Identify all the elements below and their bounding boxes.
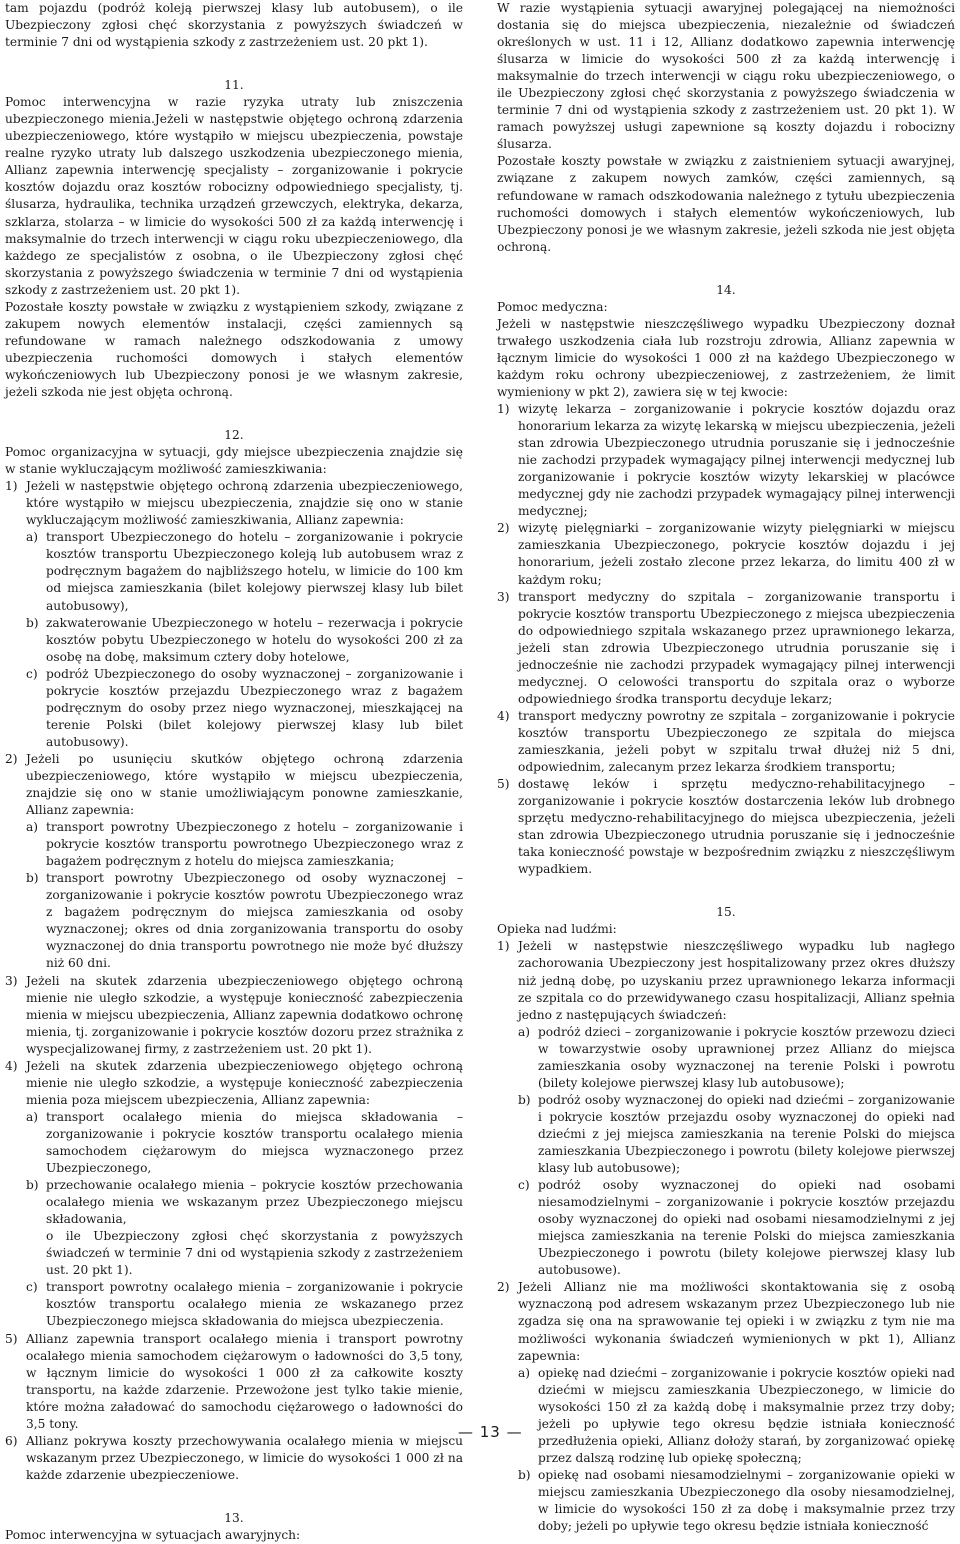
list-item [5, 751, 463, 819]
item-number: 2) [5, 751, 18, 766]
page-number: — 13 — [458, 1423, 523, 1441]
list-item [497, 938, 955, 1023]
sub-item-text: podróż Ubezpieczonego do osoby wyznaczonej – zorganizowanie i pokrycie kosztów przejazdu Ubezpieczonego wraz z bagażem podręcznym do osoby przez niego wyznaczonej, mieszkającej na terenie Polski (bilet kolejowy pierwszej klasy lub bilet autobusowy). [46, 666, 463, 749]
sub-item-text: podróż osoby wyznaczonej do opieki nad dziećmi – zorganizowanie i pokrycie kosztów przejazdu osoby wyznaczonej do opieki nad dziećmi z jej miejsca zamieszkania na terenie Polski do miejsca zamieszkania Ubezpieczonego i powrotu (bilety kolejowe pierwszej klasy lub autobusowe); [538, 1092, 955, 1176]
item-number: 2) [497, 521, 510, 536]
section-12-number: 12. [224, 428, 244, 443]
sub-item-letter: b) [26, 1178, 39, 1193]
section-14-list [497, 401, 955, 878]
sub-item-text: opiekę nad dziećmi – zorganizowanie i pokrycie kosztów opieki nad dziećmi w miejscu zamieszkania Ubezpieczonego, w limicie do wysokości 150 zł za każdą dobę i maksymalnie przez trzy doby; jeżeli po upływie tego okresu będzie istniała konieczność przedłużenia opieki, Allianz dołoży starań, by zorganizować opiekę przez dalszą rodzinę lub opiekę społeczną; [538, 1365, 955, 1465]
section-14-number: 14. [716, 282, 736, 297]
section-11-p2: Pozostałe koszty powstałe w związku z wystąpieniem szkody, związane z zakupem nowych elementów instalacji, części zamiennych są refundowane w ramach należnego odszkodowania z umowy ubezpieczenia ruchomości domowych i stałych elementów wykończeniowych lub Ubezpieczony ponosi je we własnym zakresie, jeżeli szkoda nie jest objęta ochroną. [5, 299, 463, 399]
sub-item-text: podróż dzieci – zorganizowanie i pokrycie kosztów przewozu dzieci w towarzystwie osoby uprawnionej przez Allianz do miejsca zamieszkania osoby wyznaczonej na terenie Polski i powrotu (bilety kolejowe pierwszej klasy lub autobusowe); [538, 1024, 955, 1090]
sub-item [26, 870, 463, 972]
list-item [5, 478, 463, 529]
sub-item-text: transport powrotny Ubezpieczonego od osoby wyznaczonej – zorganizowanie i pokrycie kosztów powrotu Ubezpieczonego wraz z bagażem podręcznym do miejsca zamieszkania od osoby wyznaczonej; okres od dnia zorganizowania transportu do osoby wyznaczonej do dnia transportu powrotnego nie może być dłuższy niż 60 dni. [46, 871, 463, 971]
section-13-lead: Pomoc interwencyjna w sytuacjach awaryjnych: [5, 1527, 301, 1542]
item-text: transport medyczny powrotny ze szpitala – zorganizowanie i pokrycie kosztów transportu Ubezpieczonego ze szpitala do miejsca zamieszkania, jeżeli pobyt w szpitalu trwał dłużej niż 5 dni, odpowiednim, zalecanym przez lekarza środkiem transportu; [518, 708, 955, 775]
item-number: 4) [497, 708, 510, 723]
section-15-lead: Opieka nad ludźmi: [497, 922, 617, 937]
sub-item-letter: c) [26, 1280, 38, 1295]
section-15-list [497, 938, 955, 1535]
item-text: Jeżeli w następstwie objętego ochroną zdarzenia ubezpieczeniowego, które wystąpiło w miejscu ubezpieczenia, znajdzie się ono w stanie wykluczającym możliwość zamieszkiwania, Allianz zapewnia: [26, 479, 463, 528]
section-11-lead: Pomoc interwencyjna w razie ryzyka utraty lub zniszczenia ubezpieczonego mienia. [5, 95, 463, 127]
item-number: 1) [5, 479, 18, 494]
sub-item-text: transport ocalałego mienia do miejsca składowania – zorganizowanie i pokrycie kosztów transportu ocalałego mienia samochodem ciężarowym do miejsca wyznaczonego przez Ubezpieczonego, [46, 1109, 463, 1176]
item-text: Allianz zapewnia transport ocalałego mienia i transport powrotny ocalałego mienia samochodem ciężarowym o ładowności do 3,5 tony, w łącznym limicie do wysokości 1 000 zł za całkowite koszty transportu, na każde zdarzenie. Przewożone jest tylko takie mienie, które można załadować do samochodu ciężarowego o ładowności do 3,5 tony. [26, 1331, 463, 1431]
section-13-cont-a: W razie wystąpienia sytuacji awaryjnej polegającej na niemożności dostania się do miejsca ubezpieczenia, niezależnie od świadczeń określonych w ust. 11 i 12, Allianz dodatkowo zapewnia interwencję ślusarza w limicie do wysokości 500 zł za każdą interwencję i maksymalnie do trzech interwencji w ciągu roku ubezpieczeniowego, o ile Ubezpieczony zgłosi chęć skorzystania z powyższego świadczenia w terminie 7 dni od wystąpienia szkody z zastrzeżeniem ust. 20 pkt 1). W ramach powyższej usługi zapewnione są koszty dojazdu i robocizny ślusarza. [497, 1, 955, 152]
item-closing-text: o ile Ubezpieczony zgłosi chęć skorzystania z powyższych świadczeń w terminie 7 dni od wystąpienia szkody z zastrzeżeniem ust. 20 pkt 1). [46, 1229, 463, 1278]
item-text: Jeżeli na skutek zdarzenia ubezpieczeniowego objętego ochroną mienie nie uległo szkodzie, a występuje konieczność zabezpieczenia mienia poza miejscem ubezpieczenia, Allianz zapewnia: [26, 1058, 463, 1107]
item-number: 4) [5, 1058, 18, 1073]
sub-item [518, 1024, 955, 1092]
sub-item-letter: a) [518, 1024, 531, 1039]
sub-item [518, 1365, 955, 1467]
section-11-number: 11. [224, 78, 244, 93]
list-item [497, 708, 955, 776]
sub-item-text: zakwaterowanie Ubezpieczonego w hotelu – rezerwacja i pokrycie kosztów pobytu Ubezpieczonego w hotelu do wysokości 200 zł za osobę na dobę, maksimum cztery doby hotelowe, [46, 615, 463, 664]
intro-paragraph: tam pojazdu (podróż koleją pierwszej klasy lub autobusem), o ile Ubezpieczony zgłosi chęć skorzystania z powyższych świadczeń w terminie 7 dni od wystąpienia szkody z zastrzeżeniem ust. 20 pkt 1). [5, 1, 463, 50]
item-text: Jeżeli Allianz nie ma możliwości skontaktowania się z osobą wyznaczoną pod adresem wskazanym przez Ubezpieczonego lub nie zgadza się ona na sprawowanie tej opieki i w związku z tym nie ma możliwości wykonania świadczeń wymienionych w pkt 1), Allianz zapewnia: [518, 1280, 955, 1363]
sub-item-text: podróż osoby wyznaczonej do opieki nad osobami niesamodzielnymi – zorganizowanie i pokrycie kosztów przejazdu osoby wyznaczonej do opieki nad osobami niesamodzielnymi z jej miejsca zamieszkania na terenie Polski do miejsca zamieszkania Ubezpieczonego i powrotu (bilety kolejowe pierwszej klasy lub autobusowe). [538, 1178, 955, 1278]
sub-item-letter: a) [26, 820, 39, 835]
item-number: 1) [497, 402, 510, 417]
list-item [497, 776, 955, 878]
section-15-number: 15. [716, 905, 736, 920]
item-text: wizytę lekarza – zorganizowanie i pokrycie kosztów dojazdu oraz honorarium lekarza za wizytę lekarską w miejscu ubezpieczenia, jeżeli stan zdrowia Ubezpieczonego utrudnia poruszanie się i jednocześnie nie zachodzi przypadek wymagający pilnej interwencji medycznej lub zorganizowanie i pokrycie kosztów wizyty lekarskiej w placówce medycznej gdy nie zachodzi przypadek wymagający pilnej interwencji medycznej; [518, 402, 955, 519]
item-number: 5) [5, 1331, 18, 1346]
sub-item-text: przechowanie ocalałego mienia – pokrycie kosztów przechowania ocalałego mienia we wskazanym przez Ubezpieczonego miejscu składowania, [46, 1178, 463, 1227]
sub-item-letter: b) [26, 871, 39, 886]
sub-item-letter: b) [518, 1467, 531, 1482]
sub-item-text: transport Ubezpieczonego do hotelu – zorganizowanie i pokrycie kosztów transportu Ubezpieczonego koleją lub autobusem wraz z podręcznym bagażem do najbliższego hotelu, w limicie do 100 km od miejsca zamieszkania (bilet kolejowy pierwszej klasy lub bilet autobusowy), [46, 530, 463, 613]
item-number: 6) [5, 1433, 18, 1448]
sub-item [26, 666, 463, 751]
section-13-cont-b: Pozostałe koszty powstałe w związku z zaistnieniem sytuacji awaryjnej, związane z zakupem nowych zamków, części zamiennych, są refundowane w ramach odszkodowania należnego z tytułu ubezpieczenia ruchomości domowych i stałych elementów wykończeniowych, lub Ubezpieczony ponosi je we własnym zakresie, jeżeli szkoda nie jest objęta ochroną. [497, 154, 955, 254]
item-text: Allianz pokrywa koszty przechowywania ocalałego mienia w miejscu wskazanym przez Ubezpieczonego, w limicie do wysokości 1 000 zł na każde zdarzenie ubezpieczeniowe. [26, 1433, 463, 1482]
section-12-list [5, 478, 463, 1484]
item-text: Jeżeli w następstwie nieszczęśliwego wypadku lub nagłego zachorowania Ubezpieczony jest hospitalizowany przez okres dłuższy niż jedną dobę, po uzyskaniu przez uprawnionego lekarza informacji ze szpitala co do przewidywanego czasu hospitalizacji, Allianz spełnia jedno z następujących świadczeń: [518, 939, 955, 1022]
section-12-lead: Pomoc organizacyjna w sytuacji, gdy miejsce ubezpieczenia znajdzie się w stanie wykluczającym możliwość zamieszkiwania: [5, 445, 463, 477]
sub-item-letter: b) [518, 1092, 531, 1107]
right-column [497, 0, 955, 1535]
item-number: 3) [5, 973, 18, 988]
section-14-lead: Pomoc medyczna: [497, 299, 608, 314]
section-14-p1: Jeżeli w następstwie nieszczęśliwego wypadku Ubezpieczony doznał trwałego uszkodzenia ciała lub rozstroju zdrowia, Allianz zapewnia w łącznym limicie do wysokości 1 000 zł na każdego Ubezpieczonego w każdym roku ochrony ubezpieczeniowej, z zastrzeżeniem, że limit wymieniony w pkt 2), zawiera się w tej kwocie: [497, 316, 955, 399]
sub-item-text: transport powrotny ocalałego mienia – zorganizowanie i pokrycie kosztów transportu ocalałego mienia ze wskazanego przez Ubezpieczonego miejsca składowania do miejsca ubezpieczenia. [46, 1280, 463, 1329]
list-item [5, 1433, 463, 1484]
sub-item [26, 529, 463, 614]
sub-item [518, 1467, 955, 1535]
item-text: Jeżeli na skutek zdarzenia ubezpieczeniowego objętego ochroną mienie nie uległo szkodzie, a występuje konieczność zabezpieczenia mienia w miejscu ubezpieczenia, Allianz zapewnia dodatkowo ochronę mienia, tj. zorganizowanie i pokrycie kosztów dozoru przez strażnika z wyspecjalizowanej firmy, z zastrzeżeniem ust. 20 pkt 1). [26, 973, 463, 1056]
list-item [497, 401, 955, 520]
sub-item-text: transport powrotny Ubezpieczonego z hotelu – zorganizowanie i pokrycie kosztów transportu powrotnego Ubezpieczonego wraz z bagażem podręcznym z hotelu do miejsca zamieszkania; [46, 820, 463, 869]
sub-item-letter: c) [26, 666, 38, 681]
sub-item [518, 1177, 955, 1279]
sub-item-letter: b) [26, 615, 39, 630]
item-text: dostawę leków i sprzętu medyczno-rehabilitacyjnego – zorganizowanie i pokrycie kosztów dostarczenia leków lub drobnego sprzętu medyczno-rehabilitacyjnego do miejsca ubezpieczenia, jeżeli stan zdrowia Ubezpieczonego utrudnia poruszanie się i jednocześnie taka konieczność powstaje w bezpośrednim związku z nieszczęśliwym wypadkiem. [518, 777, 955, 877]
left-column [5, 0, 463, 1544]
sub-item [26, 1279, 463, 1330]
list-item [497, 589, 955, 708]
sub-item-letter: a) [518, 1365, 531, 1380]
list-item [497, 520, 955, 588]
sub-item-letter: a) [26, 530, 39, 545]
list-item [5, 973, 463, 1058]
sub-item [26, 1177, 463, 1228]
item-number: 5) [497, 777, 510, 792]
sub-item-letter: a) [26, 1109, 39, 1124]
item-number: 3) [497, 589, 510, 604]
section-11-p1: Jeżeli w następstwie objętego ochroną zdarzenia ubezpieczeniowego, które wystąpiło w miejscu ubezpieczenia, powstaje realne ryzyko utraty lub dalszego uszkodzenia ubezpieczonego mienia, Allianz zapewnia interwencję specjalisty – zorganizowanie i pokrycie kosztów dojazdu oraz kosztów robocizny odpowiedniego specjalisty, tj. ślusarza, hydraulika, technika urządzeń grzewczych, elektryka, dekarza, szklarza, stolarza – w limicie do wysokości 500 zł za każdą interwencję i maksymalnie do trzech interwencji w ciągu roku ubezpieczeniowego, dla każdego ze specjalistów z osobna, o ile Ubezpieczony zgłosi chęć skorzystania z powyższego świadczenia w terminie 7 dni od wystąpienia szkody z zastrzeżeniem ust. 20 pkt 1). [5, 112, 463, 297]
sub-item [26, 615, 463, 666]
list-item [5, 1058, 463, 1109]
sub-item [518, 1092, 955, 1177]
section-13-number: 13. [224, 1510, 244, 1525]
item-number: 2) [497, 1280, 510, 1295]
section-11-paragraph [5, 94, 463, 299]
sub-item-text: opiekę nad osobami niesamodzielnymi – zorganizowanie opieki w miejscu zamieszkania Ubezpieczonego dla osoby niesamodzielnej, w limicie do wysokości 150 zł za dobę i maksymalnie przez trzy doby; jeżeli po upływie tego okresu będzie istniała konieczność [538, 1467, 955, 1534]
item-text: wizytę pielęgniarki – zorganizowanie wizyty pielęgniarki w miejscu zamieszkania Ubezpieczonego, pokrycie kosztów dojazdu i jej honorarium, jeżeli zostało zlecone przez lekarza, do limitu 400 zł w każdym roku; [518, 521, 955, 587]
list-item [5, 1331, 463, 1433]
sub-item-letter: c) [518, 1178, 530, 1193]
item-number: 1) [497, 939, 510, 954]
sub-item [26, 1109, 463, 1177]
list-item [497, 1279, 955, 1364]
item-text: Jeżeli po usunięciu skutków objętego ochroną zdarzenia ubezpieczeniowego, które wystąpiło w miejscu ubezpieczenia, znajdzie się ono w stanie umożliwiającym ponowne zamieszkanie, Allianz zapewnia: [26, 751, 463, 818]
item-text: transport medyczny do szpitala – zorganizowanie transportu i pokrycie kosztów transportu Ubezpieczonego z miejsca ubezpieczenia do odpowiedniego szpitala wskazanego przez uprawnionego lekarza, jeżeli stan zdrowia Ubezpieczonego utrudnia poruszanie się i jednocześnie nie zachodzi przypadek wymagający pilnej interwencji medycznej. O celowości transportu do szpitala oraz o wyborze odpowiedniego środka transportu decyduje lekarz; [518, 589, 955, 706]
sub-item [26, 819, 463, 870]
